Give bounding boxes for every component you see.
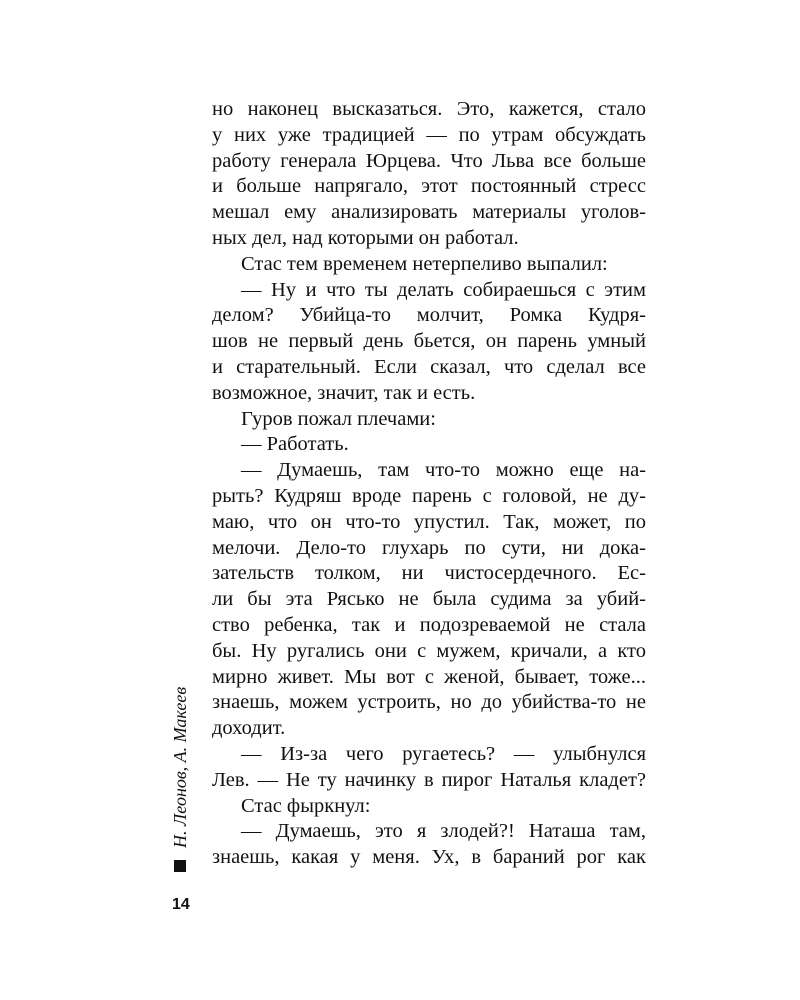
text-line: и старательный. Если сказал, что сделал все <box>212 355 646 378</box>
text-line: рыть? Кудряш вроде парень с головой, не ду- <box>212 484 646 507</box>
text-line: мешал ему анализировать материалы уголов- <box>212 201 646 224</box>
text-line: Лев. — Не ту начинку в пирог Наталья кладет? <box>212 768 646 791</box>
text-line: у них уже традицией — по утрам обсуждать <box>212 123 646 146</box>
body-text <box>212 97 646 871</box>
text-line: — Думаешь, там что-то можно еще на- <box>241 459 646 482</box>
text-line: знаешь, можем устроить, но до убийства-то не <box>212 691 646 714</box>
text-line: — Ну и что ты делать собираешься с этим <box>241 278 646 301</box>
author-running-head: Н. Леонов, А. Макеев <box>170 686 190 848</box>
text-line: знаешь, какая у меня. Ух, в бараний рог как <box>212 846 646 869</box>
text-line: ство ребенка, так и подозреваемой не стала <box>212 613 646 636</box>
text-line: — Думаешь, это я злодей?! Наташа там, <box>241 820 646 843</box>
text-line: возможное, значит, так и есть. <box>212 381 476 404</box>
text-line: шов не первый день бьется, он парень умный <box>212 330 646 353</box>
text-line: Стас тем временем нетерпеливо выпалил: <box>241 252 608 275</box>
square-marker-icon <box>174 860 186 872</box>
text-line: ли бы эта Рясько не была судима за убий- <box>212 588 646 611</box>
text-line: ных дел, над которыми он работал. <box>212 226 519 249</box>
text-line: Стас фыркнул: <box>241 794 371 817</box>
page-number: 14 <box>172 896 190 913</box>
text-line: зательств толком, ни чистосердечного. Ес- <box>212 562 646 585</box>
text-line: и больше напрягало, этот постоянный стресс <box>212 175 646 198</box>
text-line: бы. Ну ругались они с мужем, кричали, а кто <box>212 639 646 662</box>
text-line: но наконец высказаться. Это, кажется, стало <box>212 98 646 120</box>
text-line: делом? Убийца-то молчит, Ромка Кудря- <box>212 304 646 327</box>
text-line: работу генерала Юрцева. Что Льва все больше <box>212 149 646 172</box>
text-line: доходит. <box>212 717 286 740</box>
text-line: мелочи. Дело-то глухарь по сути, ни дока- <box>212 536 646 559</box>
text-line: — Работать. <box>241 433 349 456</box>
text-line: мирно живет. Мы вот с женой, бывает, тоже... <box>212 665 646 688</box>
text-line: — Из-за чего ругаетесь? — улыбнулся <box>241 742 646 765</box>
text-line: Гуров пожал плечами: <box>241 407 436 430</box>
text-line: маю, что он что-то упустил. Так, может, по <box>212 510 646 533</box>
